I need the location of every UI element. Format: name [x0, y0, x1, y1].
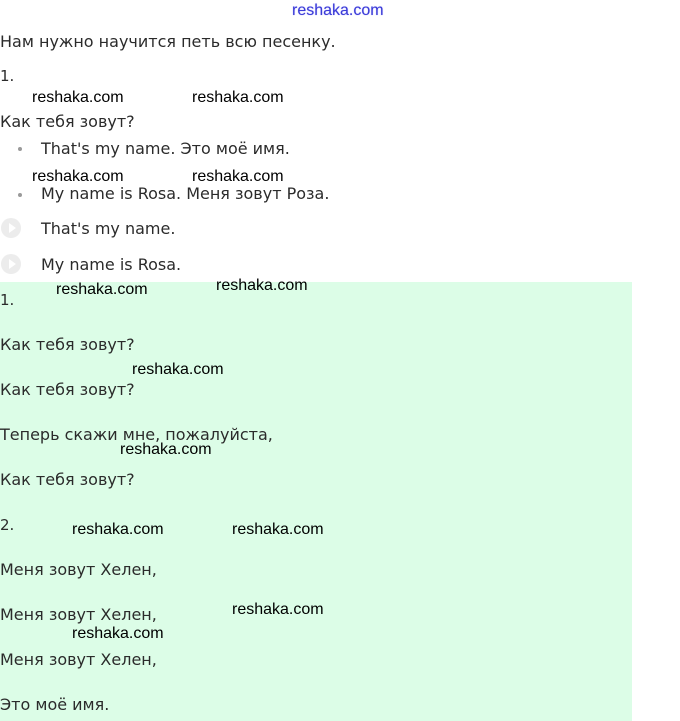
lyric-line: Теперь скажи мне, пожалуйста,	[0, 425, 273, 444]
watermark-text: reshaka.com	[56, 281, 148, 298]
lyric-line: Как тебя зовут?	[0, 470, 135, 489]
question-text: Как тебя зовут?	[0, 112, 135, 131]
watermark-text: reshaka.com	[72, 521, 164, 538]
lyric-line: Как тебя зовут?	[0, 335, 135, 354]
watermark-text: reshaka.com	[32, 89, 124, 106]
watermark-text: reshaka.com	[232, 521, 324, 538]
play-icon[interactable]	[1, 254, 21, 274]
watermark-text: reshaka.com	[132, 361, 224, 378]
audio-item-label: My name is Rosa.	[41, 255, 182, 274]
watermark-text: reshaka.com	[120, 441, 212, 458]
lyric-line: Как тебя зовут?	[0, 380, 135, 399]
lyric-line: Меня зовут Хелен,	[0, 605, 157, 624]
watermark-text: reshaka.com	[192, 168, 284, 185]
audio-item-label: That's my name.	[41, 219, 176, 238]
watermark-text: reshaka.com	[72, 625, 164, 642]
bullet-dot	[18, 147, 22, 151]
intro-text: Нам нужно научится петь всю песенку.	[0, 32, 336, 51]
lyric-line: Меня зовут Хелен,	[0, 560, 157, 579]
site-watermark[interactable]: reshaka.com	[292, 2, 384, 19]
watermark-text: reshaka.com	[32, 168, 124, 185]
list-item: That's my name. Это моё имя.	[41, 139, 290, 158]
watermark-text: reshaka.com	[192, 89, 284, 106]
list-item: My name is Rosa. Меня зовут Роза.	[41, 184, 330, 203]
play-icon[interactable]	[1, 218, 21, 238]
lyric-line: Меня зовут Хелен,	[0, 650, 157, 669]
lyric-line: Это моё имя.	[0, 695, 110, 714]
verse-number: 1.	[0, 291, 15, 309]
bullet-dot	[18, 193, 22, 197]
section-number: 1.	[0, 67, 15, 85]
verse-number: 2.	[0, 516, 15, 534]
watermark-text: reshaka.com	[216, 277, 308, 294]
watermark-text: reshaka.com	[232, 601, 324, 618]
